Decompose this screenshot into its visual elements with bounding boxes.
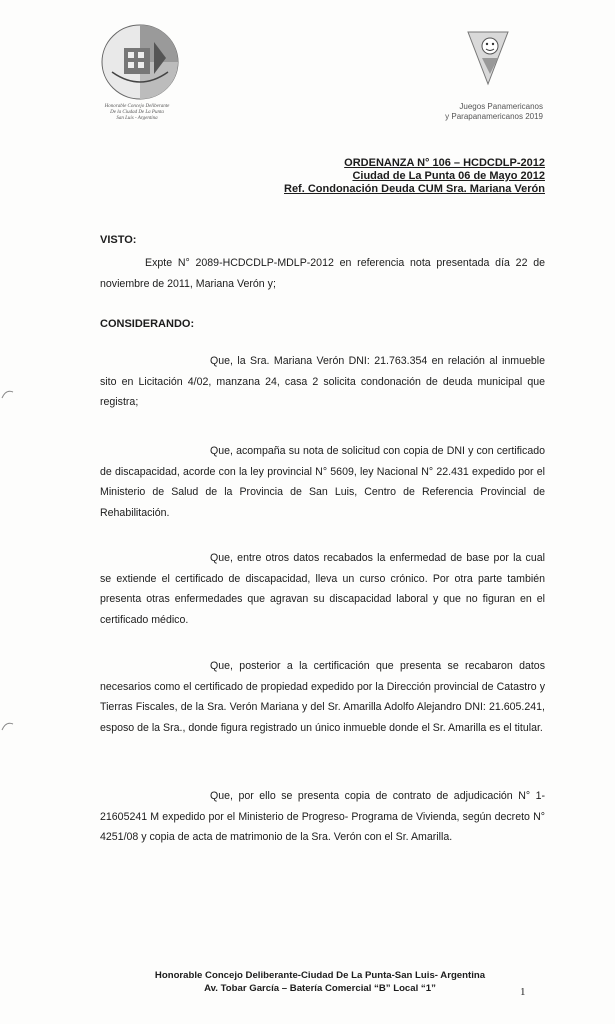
page-number: 1 [520,986,526,998]
ordinance-reference: Ref. Condonación Deuda CUM Sra. Mariana Verón [284,183,545,195]
considerando-paragraph: Que, posterior a la certificación que presenta se recabaron datos necesarios como el certificado de propiedad expedido por la Dirección provincial de Catastro y Tierras Fiscales, de la Sra. Verón Mariana y del Sr. Amarilla Adolfo Alejandro DNI: 21.605.241, esposo de la Sra., donde figura registrado un único inmueble donde el Sr. Amarilla es el titular. [100,660,545,734]
panamerican-games-text [445,102,543,122]
visto-text: Expte N° 2089-HCDCDLP-MDLP-2012 en referencia nota presentada día 22 de noviembre de 2011, Mariana Verón y; [100,257,545,290]
ordinance-date: Ciudad de La Punta 06 de Mayo 2012 [352,170,545,182]
footer-address: Av. Tobar García – Batería Comercial “B” Local “1” [204,983,436,994]
scan-margin-mark [0,388,14,400]
pan-line: Juegos Panamericanos [459,102,543,111]
caption-line: De la Ciudad De La Punta [110,110,164,115]
council-seal-caption [92,104,182,122]
council-seal-logo [100,22,180,102]
considerando-paragraph: Que, por ello se presenta copia de contrato de adjudicación N° 1-21605241 M expedido por el Ministerio de Progreso- Programa de Vivienda, según decreto N° 4251/08 y copia de acta de matrimonio de la Sra. Verón con el Sr. Amarilla. [100,790,545,843]
ordinance-number: ORDENANZA N° 106 – HCDCDLP-2012 [344,157,545,169]
considerando-paragraph: Que, entre otros datos recabados la enfermedad de base por la cual se extiende el certificado de discapacidad, lleva un curso crónico. Por otra parte también presenta otras enfermedades que agravan su discapacidad laboral y que no figuran en el certificado médico. [100,552,545,626]
caption-line: San Luis - Argentina [116,116,158,121]
considerando-heading: CONSIDERANDO: [100,318,195,330]
panamerican-games-logo [464,30,512,86]
caption-line: Honorable Concejo Deliberante [104,104,170,109]
footer-institution: Honorable Concejo Deliberante-Ciudad De La Punta-San Luis- Argentina [154,970,486,981]
visto-heading: VISTO: [100,234,137,246]
scan-margin-mark [0,720,14,732]
considerando-paragraph: Que, acompaña su nota de solicitud con copia de DNI y con certificado de discapacidad, acorde con la ley provincial N° 5609, ley Nacional N° 22.431 expedido por el Ministerio de Salud de la Provincia de San Luis, Centro de Referencia Provincial de Rehabilitación. [100,445,545,519]
pan-line: y Parapanamericanos 2019 [445,112,543,121]
considerando-paragraph: Que, la Sra. Mariana Verón DNI: 21.763.354 en relación al inmueble sito en Licitación 4/02, manzana 24, casa 2 solicita condonación de deuda municipal que registra; [100,355,545,408]
